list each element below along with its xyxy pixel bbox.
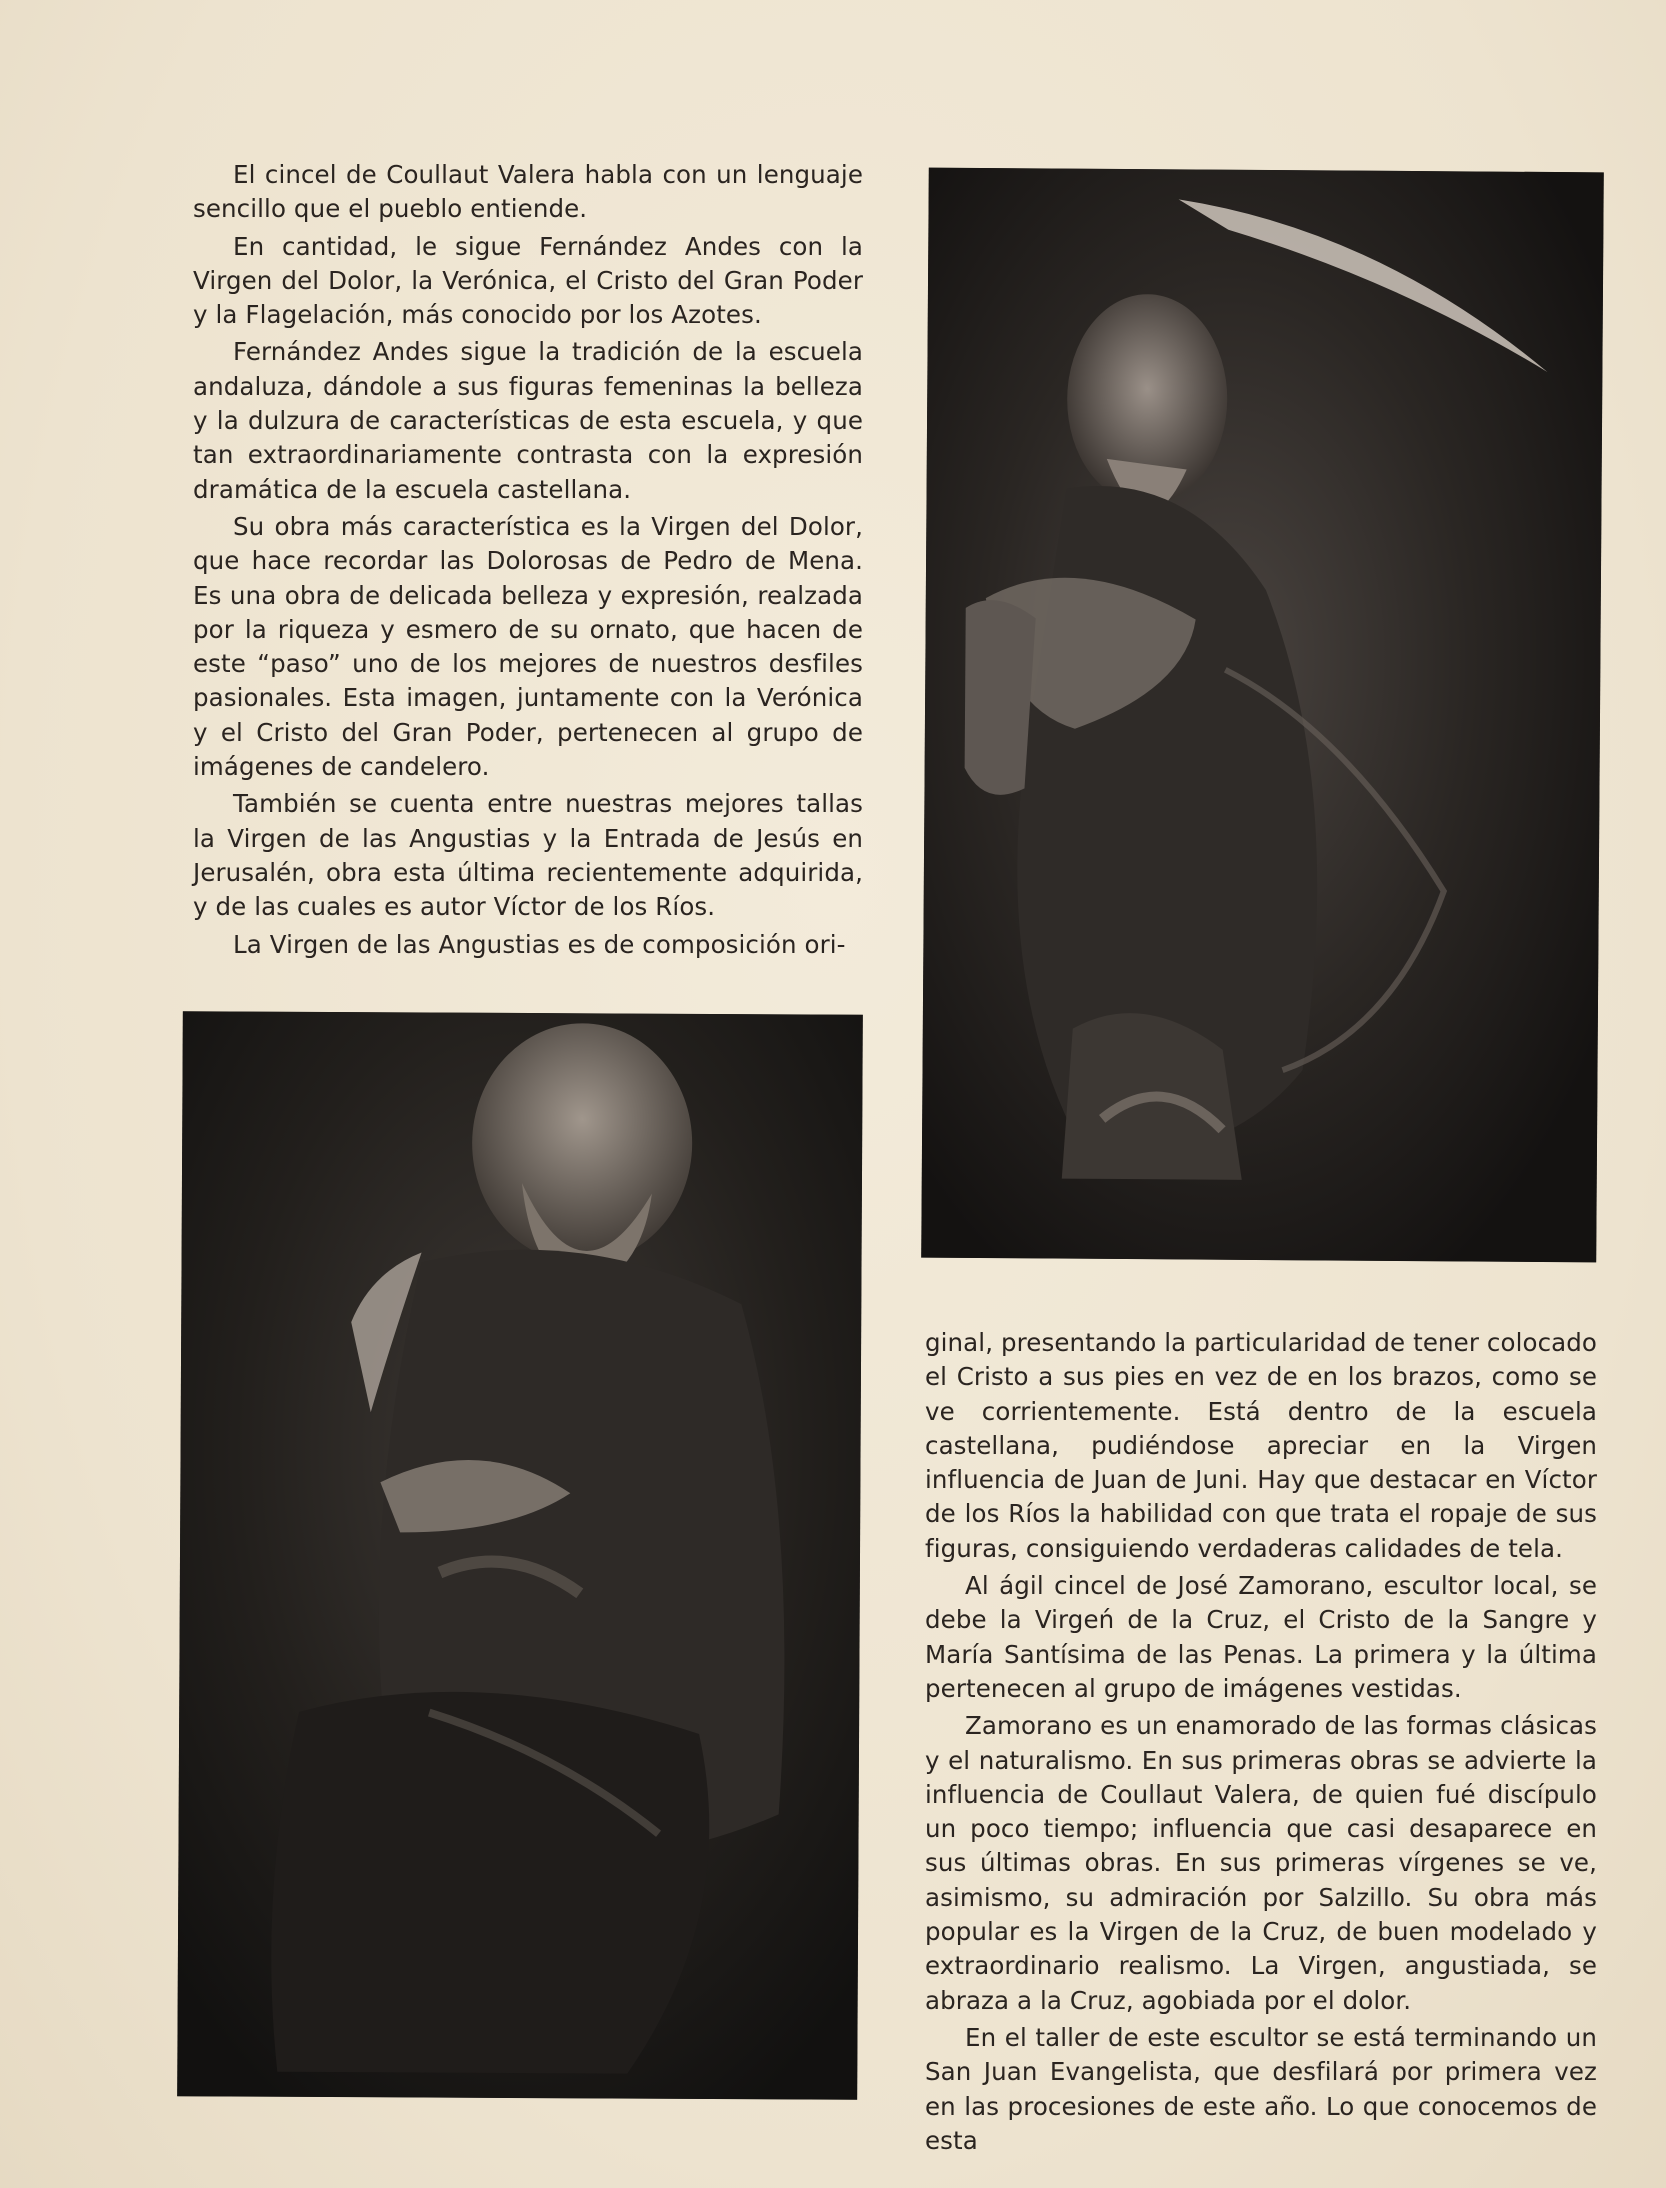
photo-image [177, 1011, 863, 2100]
paragraph: ginal, presentando la particularidad de tener colocado el Cristo a sus pies en vez de en los brazos, como se ve corrientemente. Está dentro de la escuela castellana, pudiéndose apreciar en la Virgen influencia de Juan de Juni. Hay que destacar en Víctor de los Ríos la habilidad con que trata el ropaje de sus figuras, consiguiendo verdaderas calidades de tela. [925, 1328, 1597, 1563]
paragraph: La Virgen de las Angustias es de composición ori- [233, 929, 846, 959]
paragraph: Al ágil cincel de José Zamorano, escultor local, se debe la Virgeń de la Cruz, el Cristo de la Sangre y María Santísima de las Penas. La primera y la última pertenecen al grupo de imágenes vestidas. [925, 1571, 1597, 1703]
paragraph: En el taller de este escultor se está terminando un San Juan Evangelista, que desfilará por primera vez en las procesiones de este año. Lo que conocemos de esta [925, 2022, 1597, 2155]
paragraph: También se cuenta entre nuestras mejores tallas la Virgen de las Angustias y la Entrada de Jesús en Jerusalén, obra esta última recientemente adquirida, y de las cuales es autor Víctor de los Ríos. [193, 789, 863, 922]
photo-sculpture-figure-with-sickle [921, 168, 1604, 1263]
left-text-column [193, 158, 863, 965]
paragraph: En cantidad, le sigue Fernández Andes con la Virgen del Dolor, la Verónica, el Cristo del Gran Poder y la Flagelación, más conocido por los Azotes. [193, 231, 863, 330]
paragraph: Zamorano es un enamorado de las formas clásicas y el naturalismo. En sus primeras obras se advierte la influencia de Coullaut Valera, de quien fué discípulo un poco tiempo; influencia que casi desaparece en sus últimas obras. En sus primeras vírgenes se ve, asimismo, su admiración por Salzillo. Su obra más popular es la Virgen de la Cruz, de buen modelado y extraordinario realismo. La Virgen, angustiada, se abraza a la Cruz, agobiada por el dolor. [925, 1711, 1597, 2015]
photo-image [921, 168, 1604, 1263]
photo-sculpture-seated-figure [177, 1011, 863, 2100]
paragraph: Su obra más característica es la Virgen del Dolor, que hace recordar las Dolorosas de Pedro de Mena. Es una obra de delicada belleza y expresión, realzada por la riqueza y esmero de su ornato, que hacen de este “paso” uno de los mejores de nuestros desfiles pasionales. Esta imagen, juntamente con la Verónica y el Cristo del Gran Poder, pertenecen al grupo de imágenes de candelero. [193, 511, 863, 782]
paragraph: El cincel de Coullaut Valera habla con un lenguaje sencillo que el pueblo entiende. [193, 160, 863, 224]
paragraph: Fernández Andes sigue la tradición de la escuela andaluza, dándole a sus figuras femeninas la belleza y la dulzura de características de esta escuela, y que tan extraordinariamente contrasta con la expresión dramática de la escuela castellana. [193, 337, 863, 504]
right-text-column [925, 1326, 1597, 2161]
